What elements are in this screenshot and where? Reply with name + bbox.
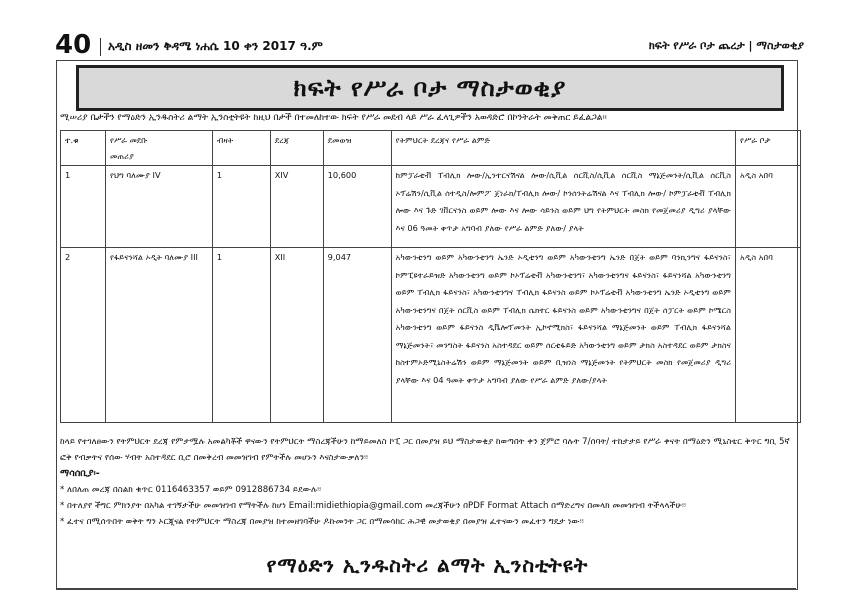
notes-heading: ማሳሰቢያ፡-: [60, 468, 100, 479]
page-header: [0, 0, 850, 58]
row-position: የህግ ባለሙያ IV: [105, 166, 212, 248]
row-salary: 10,600: [323, 166, 391, 248]
intro-text: ሚሠሪያ ቤታችን የማዕድን ኢንዱስትሪ ልማት ኢንስቲትዩት ከዚህ በታች በተመለከተው ክፍት የሥራ መደብ ላይ ሥራ ፈላጊዎችን አወዳድሮ በኮንትራት መቅጠር ይፈልጋል፡፡: [60, 113, 607, 123]
header-position: የሥራ መደቡ መጠሪያ: [105, 131, 212, 166]
header-grade: ደረጃ: [270, 131, 323, 166]
section-label: ክፍት የሥራ ቦታ ጨረታ | ማስታወቂያ: [648, 39, 804, 52]
notice-title: ክፍት የሥራ ቦታ ማስታወቂያ: [293, 73, 567, 102]
header-salary: ደመወዝ: [323, 131, 391, 166]
page-number: 40: [55, 30, 92, 60]
note-item: * በተለያየ ችግር ምክንያት በአካል ተገኝታችሁ መመዝገብ የማትችሉ ከሆነ Email:midiethiopia@gmail.com መረጃችሁን በPDF Format Attach በማድረግና በመላክ መመዝገብ ትችላላችሁ፡፡: [60, 501, 686, 511]
application-instructions: ከላይ የተገለፀውን የትምህርት ደረጃ የምታሟሉ አመልካቾች ዋናውን የትምህርት ማስረጃችሁን ከማይመለስ ኮፒ ጋር በመያዝ ይህ ማስታወቂያ ከወጣበት ቀን ጀምሮ ባሉት 7/ሰባት/ ተከታታይ የሥራ ቀናት በማዕድን ሚኒስቴር ቅጥር ግቢ 5ኛ ፎቅ የብቃትና የሰው ሃብት አስተዳደር ቢሮ በመቅረብ መመዝገብ የምትችሉ መሆኑን እናስታውቃለን፡፡: [60, 437, 790, 463]
institute-signoff: የማዕድን ኢንዱስትሪ ልማት ኢንስቲትዩት: [266, 553, 589, 577]
table-row: [61, 166, 801, 248]
row-requirements: አካውንቲንግ ወይም አካውንቲንግ ኤንድ ኦዲቲንግ ወይም አካውንቲንግ ኤንድ በጀት ወይም ባንኪንግና ፋይናንስ፣ ኮምፒዩተራይዝድ አካውንቲንግ ወይም ኮኦፕሬቲቭ አካውንቲንግ፣ አካውንቲንግና ፋይናንስ፣ ፋይናንሻል አካውንቲንግ ወይም ፐብሊክ ፋይናንስ፣ አካውንቲንግና ፐብሊክ ፋይናንስ ወይም ኮኦፕሬቲቭ አካውንቲንግ ኤንድ ኦዲቲንግ ወይም አካውንቲንግና በጀት ሰርቪስ ወይም ፐብሊክ ሴክተር ፋይናንስ ወይም አካውንቲንግና በጀት ሰፓርት ወይም ኮሜርስ አካውንቲንግ ወይም ፋይናንስ ዲቬሎፕመንት ኢኮኖሚክስ፣ ፋይናንሻል ማኔጅመንት ወይም ፐብሊክ ፋይናንሻል ማኔጅመንት፣ መንግስት ፋይናንስ አስተዳደር ወይም ሰርቲፋይድ አካውንቲንግ ወይም ታክስ አስተዳደር ወይም ታክስና ከስተምኦድሚኒስትሬሽን ወይም ማኔጅመንት ወይም ቢዝነስ ማኔጅመንት የትምህርት መስክ የመጀመሪያ ዲግሪ ያላቸው እና 04 ዓመት ቀጥታ አግባብ ያለው የሥራ ልምድ ያለው/ያላት: [391, 248, 735, 423]
row-no: 1: [61, 166, 106, 248]
vacancy-table: [60, 130, 801, 423]
row-requirements: ከምፓራቲቭ ፐብሊክ ሎው/ኢንተርናሽናል ሎው/ሲቪል ሰርቪስ/ሲቪል ሰርቪስ ማኔጅመንት/ሲቪል ሰርቪስ ኦፕሬሽን/ሲቪል ሰተዲስ/ሎምፖ ጀነራክ/ፐብሊክ ሎው/ ኮንሰንትሬሽናል እና ፐብሊክ ሎው/ ኮምፓራቲቭ ፐብሊክ ሎው እና ጉድ ገቨርናንስ ወይም ሎው እና ሎው ሳይንስ ወይም ህግ የትምህርት መስክ የመጀመሪያ ዲግሪ ያላቸው እና 06 ዓመት ቀጥታ አግባብ ያለው የሥራ ልምድ ያለው/ ያላት: [391, 166, 735, 248]
row-no: 2: [61, 248, 106, 423]
header-location: የሥራ ቦታ: [736, 131, 801, 166]
table-row: [61, 248, 801, 423]
header-quantity: ብዛት: [212, 131, 270, 166]
row-position: የፋይናንሻል ኦዲት ባለሙያ III: [105, 248, 212, 423]
row-location: አዲስ አበባ: [736, 166, 801, 248]
row-quantity: 1: [212, 166, 270, 248]
header-divider: [100, 38, 101, 56]
row-grade: XII: [270, 248, 323, 423]
footer-section: [60, 434, 795, 530]
row-grade: XIV: [270, 166, 323, 248]
note-item: * ለበለጠ መረጃ በስልክ ቁጥር 0116463357 ወይም 0912886734 ይደውሉ፡፡: [60, 485, 322, 495]
row-quantity: 1: [212, 248, 270, 423]
row-location: አዲስ አበባ: [736, 248, 801, 423]
bottom-rule: [56, 588, 796, 589]
newspaper-masthead: አዲስ ዘመን ቅዳሜ ነሐሴ 10 ቀን 2017 ዓ.ም: [108, 39, 323, 53]
title-box: [76, 65, 784, 111]
row-salary: 9,047: [323, 248, 391, 423]
header-no: ተ.ቁ: [61, 131, 106, 166]
table-header-row: [61, 131, 801, 166]
note-item: * ፈተና በሚሰጥበት ወቅት ግን ኦርጂናል የትምህርት ማስረጃ በመያዝ ከተመዘገባችሁ ዶኩመንት ጋር በማመሳከር ሕጋዊ መታወቂያ በመያዝ ፈተናውን መፈተን ግዴታ ነው፡፡: [60, 517, 584, 527]
header-requirements: የትምህርት ደረጃና የሥራ ልምድ: [391, 131, 735, 166]
